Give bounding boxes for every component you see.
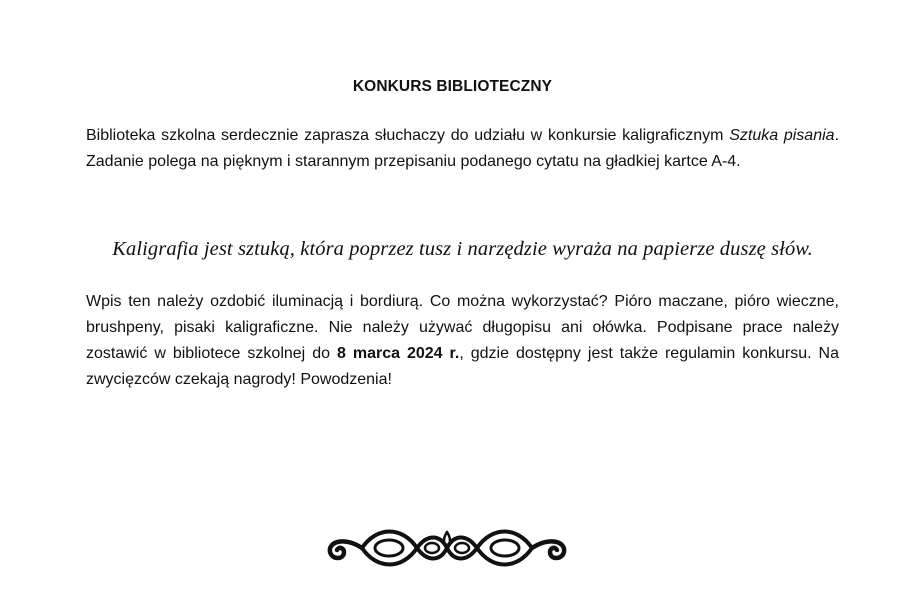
calligraphy-quote: Kaligrafia jest sztuką, która poprzez tusz i narzędzie wyraża na papierze duszę słów. [112,238,813,260]
details-paragraph [86,289,839,393]
calligraphic-flourish-icon [322,520,572,574]
intro-text-end: . Zadanie polega na pięknym i starannym przepisaniu podanego cytatu na gładkiej kartce A-4. [86,127,840,170]
details-text-start: Wpis ten należy ozdobić iluminacją i bordiurą. Co można wykorzystać? Pióro maczane, pióro wieczne, brushpeny, pisaki kaligraficzne. Nie należy używać długopisu ani ołówka. Podpisane prace należy zostawić w bibliotece szkolnej do [86,293,839,362]
document-title: KONKURS BIBLIOTECZNY [352,78,553,95]
contest-name: Sztuka pisania [729,127,835,144]
deadline-date: 8 marca 2024 r. [336,345,460,362]
details-text-end: , gdzie dostępny jest także regulamin konkursu. Na zwycięzców czekają nagrody! Powodzenia! [86,345,840,388]
intro-paragraph [86,123,839,175]
intro-text-start: Biblioteka szkolna serdecznie zaprasza słuchaczy do udziału w konkursie kaligraficznym [86,127,730,144]
